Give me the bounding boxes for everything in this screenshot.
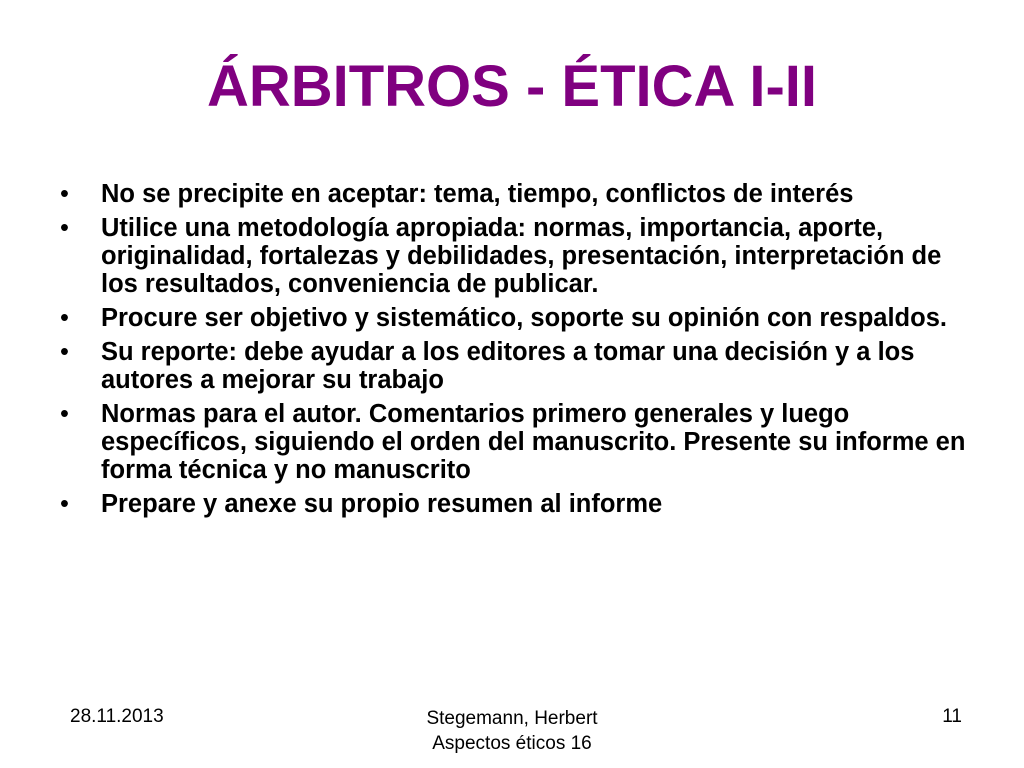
footer-subtitle: Aspectos éticos 16: [432, 733, 592, 754]
footer-date: 28.11.2013: [70, 706, 164, 727]
bullet-dot-icon: •: [60, 180, 69, 208]
bullet-dot-icon: •: [60, 490, 69, 518]
bullet-dot-icon: •: [60, 214, 69, 242]
bullet-dot-icon: •: [60, 400, 69, 428]
bullet-text: Prepare y anexe su propio resumen al informe: [101, 490, 663, 518]
bullet-item: [56, 400, 976, 484]
bullet-text: Procure ser objetivo y sistemático, soporte su opinión con respaldos.: [101, 304, 947, 332]
bullet-text: Normas para el autor. Comentarios primero generales y luego específicos, siguiendo el orden del manuscrito. Presente su informe en forma técnica y no manuscrito: [101, 400, 966, 484]
bullet-item: [56, 338, 976, 394]
bullet-item: [56, 180, 976, 208]
slide-title: ÁRBITROS - ÉTICA I-II: [206, 54, 818, 119]
bullet-text: Utilice una metodología apropiada: normas, importancia, aporte, originalidad, fortalezas y debilidades, presentación, interpretación de los resultados, conveniencia de publicar.: [101, 214, 942, 298]
bullet-dot-icon: •: [60, 338, 69, 366]
bullet-list: [56, 180, 976, 524]
footer-author: Stegemann, Herbert: [426, 708, 598, 729]
bullet-item: [56, 214, 976, 298]
bullet-text: Su reporte: debe ayudar a los editores a tomar una decisión y a los autores a mejorar su trabajo: [101, 338, 915, 394]
bullet-text: No se precipite en aceptar: tema, tiempo, conflictos de interés: [101, 180, 854, 208]
footer-center: [362, 706, 662, 756]
footer-page-number: 11: [942, 706, 962, 727]
bullet-dot-icon: •: [60, 304, 69, 332]
bullet-item: [56, 304, 976, 332]
bullet-item: [56, 490, 976, 518]
